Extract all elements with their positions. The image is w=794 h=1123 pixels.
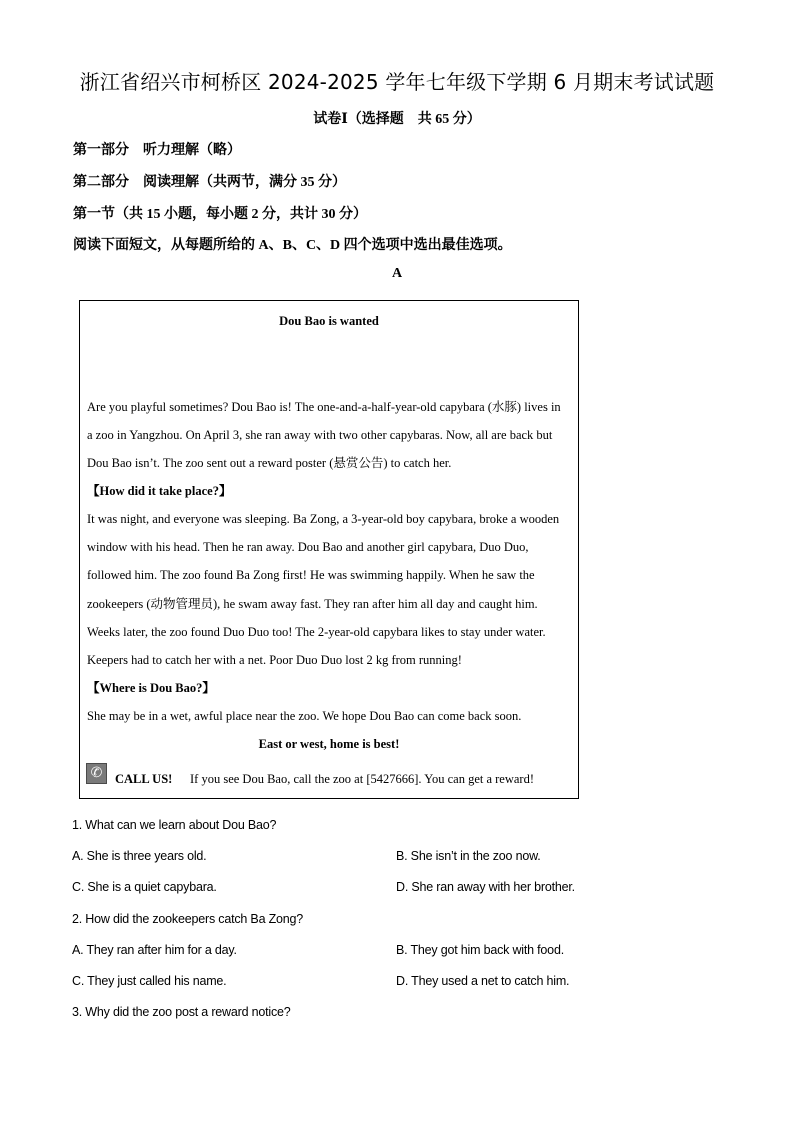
question-1-stem: 1. What can we learn about Dou Bao? [72, 818, 277, 832]
poster-paragraph-intro: Are you playful sometimes? Dou Bao is! The one-and-a-half-year-old capybara (水豚) lives in a zoo in Yangzhou. On April 3, she ran away with two other capybaras. Now, all are back but Dou Bao isn’t. The zoo sent out a reward poster (悬赏公告) to catch her. [87, 400, 561, 471]
poster-title: Dou Bao is wanted [279, 314, 379, 328]
question-2-option-a[interactable]: A. They ran after him for a day. [72, 943, 237, 957]
poster-motto: East or west, home is best! [258, 737, 400, 751]
question-2-option-d[interactable]: D. They used a net to catch him. [396, 974, 570, 988]
telephone-icon: ✆ [86, 763, 107, 784]
passage-mark: A [391, 266, 403, 281]
section-reading: 第二部分 阅读理解（共两节，满分 35 分） [73, 175, 346, 190]
exam-title: 浙江省绍兴市柯桥区 2024-2025 学年七年级下学期 6 月期末考试试题 [79, 70, 715, 94]
question-1-option-a[interactable]: A. She is three years old. [72, 849, 207, 863]
poster-paragraph-where: She may be in a wet, awful place near the zoo. We hope Dou Bao can come back soon. [87, 709, 522, 723]
question-1-option-d[interactable]: D. She ran away with her brother. [396, 880, 575, 894]
question-2-option-b[interactable]: B. They got him back with food. [396, 943, 564, 957]
question-3-stem: 3. Why did the zoo post a reward notice? [72, 1005, 291, 1019]
question-2-stem: 2. How did the zookeepers catch Ba Zong? [72, 912, 304, 926]
poster-contact [86, 763, 574, 789]
section-part-one: 第一节（共 15 小题，每小题 2 分，共计 30 分） [73, 207, 367, 222]
call-us-label: CALL US! [115, 772, 173, 786]
section-listening: 第一部分 听力理解（略） [73, 143, 241, 158]
poster-heading-how: 【How did it take place?】 [87, 484, 232, 498]
paper-label: 试卷Ⅰ（选择题 共 65 分） [313, 112, 481, 127]
reading-directions: 阅读下面短文，从每题所给的 A、B、C、D 四个选项中选出最佳选项。 [73, 238, 512, 253]
reward-poster-box [79, 300, 579, 799]
question-1-option-b[interactable]: B. She isn’t in the zoo now. [396, 849, 541, 863]
call-us-text: If you see Dou Bao, call the zoo at [5427666]. You can get a reward! [190, 772, 534, 786]
poster-paragraph-story: It was night, and everyone was sleeping. Ba Zong, a 3-year-old boy capybara, broke a wooden window with his head. Then he ran away. Dou Bao and another girl capybara, Duo Duo, followed him. The zoo found Ba Zong first! He was swimming happily. When he saw the zookeepers (动物管理员), he swam away fast. They ran after him all day and caught him. Weeks later, the zoo found Duo Duo too! The 2-year-old capybara likes to stay under water. Keepers had to catch her with a net. Poor Duo Duo lost 2 kg from running! [87, 512, 560, 668]
question-2-option-c[interactable]: C. They just called his name. [72, 974, 227, 988]
question-1-option-c[interactable]: C. She is a quiet capybara. [72, 880, 217, 894]
poster-heading-where: 【Where is Dou Bao?】 [87, 681, 215, 695]
